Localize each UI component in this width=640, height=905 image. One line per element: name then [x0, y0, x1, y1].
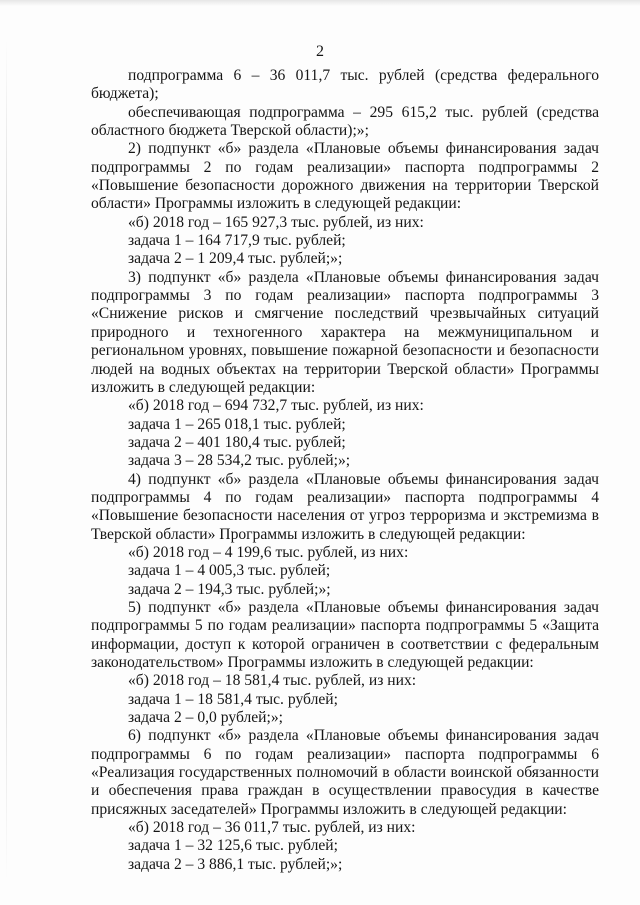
- paragraph: задача 1 – 164 717,9 тыс. рублей;: [128, 232, 346, 250]
- document-body: [91, 67, 599, 874]
- paragraph: задача 2 – 401 180,4 тыс. рублей;: [128, 433, 346, 451]
- paragraph: задача 1 – 265 018,1 тыс. рублей;: [128, 415, 346, 433]
- paragraph: задача 1 – 18 581,4 тыс. рублей;: [128, 690, 338, 708]
- paragraph: задача 2 – 0,0 рублей;»;: [128, 709, 283, 727]
- paragraph: задача 2 – 3 886,1 тыс. рублей;»;: [128, 855, 343, 873]
- page-number: 2: [316, 43, 324, 60]
- paragraph: 3) подпункт «б» раздела «Плановые объемы финансирования задач подпрограммы 3 по годам реализации» паспорта подпрограммы 3 «Снижение рисков и смягчение последствий чрезвычайных ситуаций природного и техногенного характера на межмуниципальном и региональном уровнях, повышение пожарной безопасности и безопасности людей на водных объектах на территории Тверской области» Программы изложить в следующей редакции:: [91, 268, 599, 396]
- paragraph: 4) подпункт «б» раздела «Плановые объемы финансирования задач подпрограммы 4 по годам реализации» паспорта подпрограммы 4 «Повышение безопасности населения от угроз терроризма и экстремизма в Тверской области» Программы изложить в следующей редакции:: [91, 470, 599, 543]
- paragraph: задача 1 – 4 005,3 тыс. рублей;: [128, 562, 331, 580]
- paragraph: задача 1 – 32 125,6 тыс. рублей;: [128, 837, 338, 855]
- scan-edge-top: [0, 0, 640, 6]
- scan-edge-left: [6, 40, 7, 880]
- paragraph: обеспечивающая подпрограмма – 295 615,2 тыс. рублей (средства областного бюджета Тверской области);»;: [91, 103, 599, 140]
- paragraph: «б) 2018 год – 694 732,7 тыс. рублей, из них:: [128, 397, 424, 415]
- paragraph: 2) подпункт «б» раздела «Плановые объемы финансирования задач подпрограммы 2 по годам реализации» паспорта подпрограммы 2 «Повышение безопасности дорожного движения на территории Тверской области» Программы изложить в следующей редакции:: [91, 140, 599, 213]
- paragraph: 6) подпункт «б» раздела «Плановые объемы финансирования задач подпрограммы 6 по годам реализации» паспорта подпрограммы 6 «Реализация государственных полномочий в области воинской обязанности и обеспечения права граждан в осуществлении правосудия в качестве присяжных заседателей» Программы изложить в следующей редакции:: [91, 727, 599, 818]
- paragraph: «б) 2018 год – 165 927,3 тыс. рублей, из них:: [128, 213, 424, 231]
- paragraph: «б) 2018 год – 4 199,6 тыс. рублей, из них:: [128, 543, 409, 561]
- paragraph: задача 2 – 194,3 тыс. рублей;»;: [128, 580, 331, 598]
- paragraph: 5) подпункт «б» раздела «Плановые объемы финансирования задач подпрограммы 5 по годам реализации» паспорта подпрограммы 5 «Защита информации, доступ к которой ограничен в соответствии с федеральным законодательством» Программы изложить в следующей редакции:: [91, 598, 599, 671]
- paragraph: «б) 2018 год – 18 581,4 тыс. рублей, из них:: [128, 672, 417, 690]
- paragraph: подпрограмма 6 – 36 011,7 тыс. рублей (средства федерального бюджета);: [91, 67, 599, 103]
- paragraph: задача 2 – 1 209,4 тыс. рублей;»;: [128, 250, 343, 268]
- paragraph: «б) 2018 год – 36 011,7 тыс. рублей, из них:: [128, 819, 416, 837]
- paragraph: задача 3 – 28 534,2 тыс. рублей;»;: [128, 452, 351, 470]
